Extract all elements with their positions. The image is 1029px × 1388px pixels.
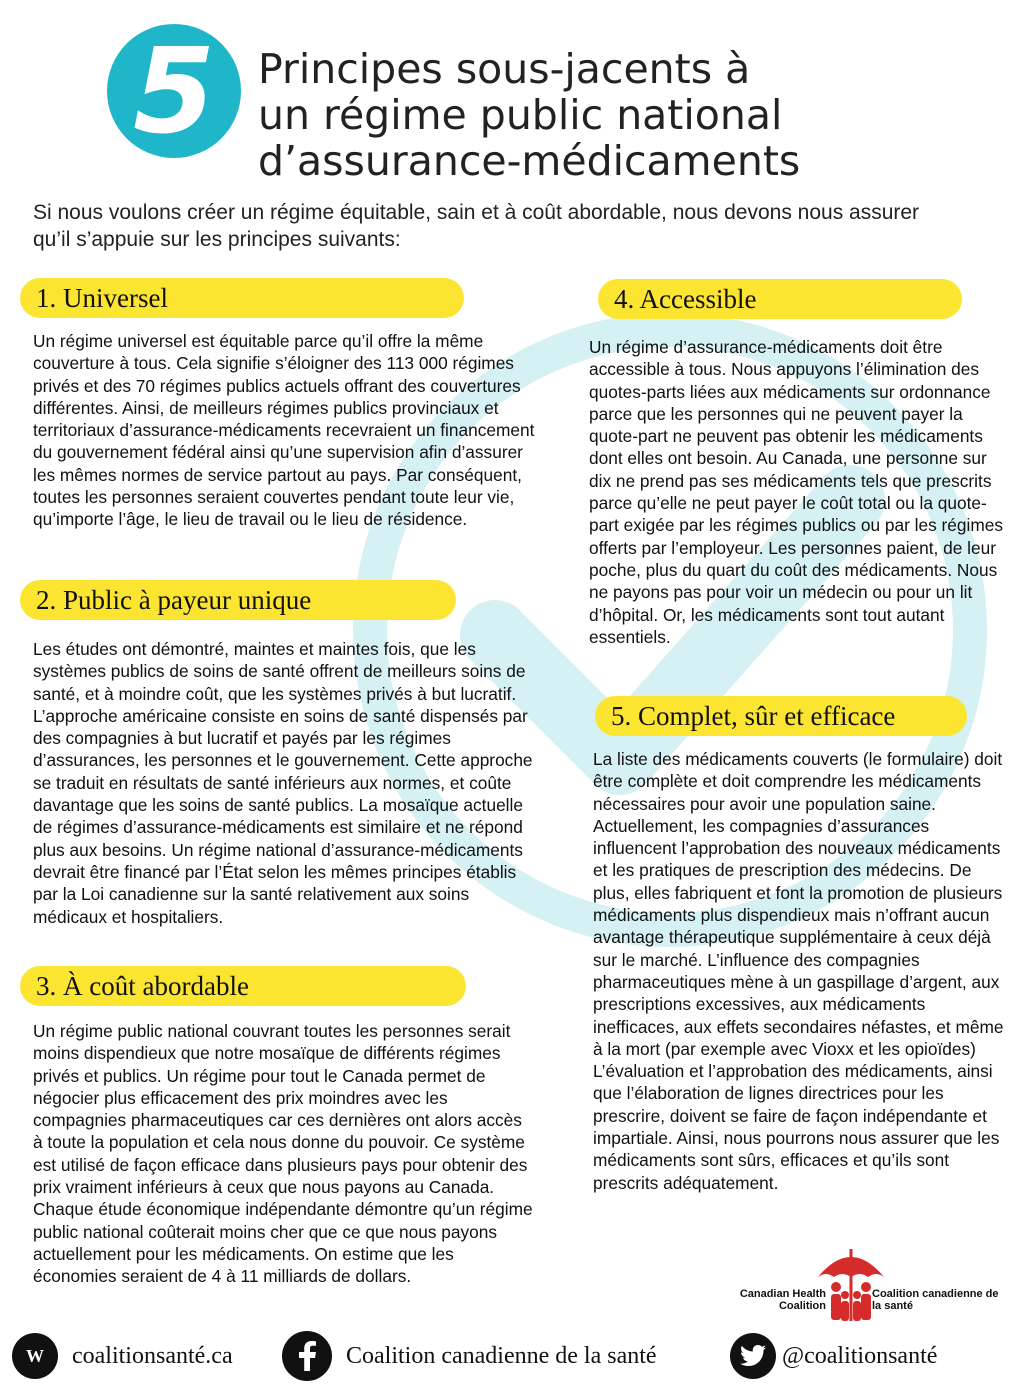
principle-5-text: La liste des médicaments couverts (le formulaire) doit être complète et doit comprendre les médicaments nécessaires pour avoir une population saine. Actuellement, les compagnies d’assurances influencent l’approbation des nouveaux médicaments et les pratiques de prescription des médecins. De plus, elles fabriquent et font la promotion de plusieurs médicaments plus dispendieux mais n’offrant aucun avantage thérapeutique supplémentaire à ceux déjà sur le marché. L’influence des compagnies pharmaceutiques mène à un gaspillage d’argent, aux prescriptions excessives, aux médicaments inefficaces, aux effets secondaires néfastes, et même à la mort (par exemple avec Vioxx et les opioïdes) L’évaluation et l’approbation des médicaments, ainsi que l’élaboration de lignes directrices pour les prescrire, doivent se faire de façon indépendante et impartiale. Ainsi, nous pourrons nous assurer que les médicaments sont sûrs, efficaces et qu’ils sont prescrits adéquatement.: [593, 749, 1004, 1193]
principle-3-text: Un régime public national couvrant toutes les personnes serait moins dispendieux que notre mosaïque de différents régimes privés et publics. Un régime pour tout le Canada permet de négocier plus efficacement des prix moindres avec les compagnies pharmaceutiques car ces dernières ont alors accès à toute la population et cela nous donne du pouvoir. Ce système est utilisé de façon efficace dans plusieurs pays pour obtenir des prix vraiment inférieurs à ceux que nous payons au Canada. Chaque étude économique indépendante démontre qu’un régime public national coûterait moins cher que ce que nous payons actuellement pour les médicaments. On estime que les économies seraient de 4 à 11 milliards de dollars.: [33, 1021, 533, 1287]
principle-2-text: Les études ont démontré, maintes et maintes fois, que les systèmes publics de soins de santé offrent de meilleurs soins de santé, et à moindre coût, que les systèmes privés à but lucratif. L’approche américaine consiste en soins de santé dispensés par des compagnies à but lucratif et payés par les régimes d’assurances, les personnes et le gouvernement. Cette approche se traduit en résultats de santé inférieurs aux normes, et coûte davantage que les soins de santé publics. La mosaïque actuelle de régimes d’assurance-médicaments est similaire et ne répond plus aux besoins. Un régime national d’assurance-médicaments devrait être financé par l’État selon les mêmes principes établis par la Loi canadienne sur la santé relativement aux soins médicaux et hospitaliers.: [33, 639, 533, 927]
logo-name-fr: Coalition canadienne de la santé: [872, 1288, 999, 1312]
principle-4-text: Un régime d’assurance-médicaments doit être accessible à tous. Nous appuyons l’élimination des quotes-parts liées aux médicaments sur ordonnance parce que les personnes qui ne peuvent payer la quote-part ne peuvent pas obtenir les médicaments dont elles ont besoin. Au Canada, une personne sur dix ne prend pas ses médicaments tels que prescrits parce qu’elle ne peut payer le coût total ou la quote-part exigée par les régimes publics ou par les régimes offerts par l’employeur. Les personnes paient, de leur poche, plus du quart du coût des médicaments. Nous ne payons pas pour voir un médecin ou pour un lit d’hôpital. Or, les médicaments sont tout autant essentiels.: [589, 337, 1003, 647]
facebook-link[interactable]: [282, 1331, 657, 1381]
principle-1-heading: 1. Universel: [20, 278, 464, 318]
website-text: coalitionsanté.ca: [72, 1342, 233, 1369]
title-line: Principes sous-jacents à: [258, 45, 751, 93]
principle-4-heading: 4. Accessible: [598, 279, 962, 319]
twitter-text: @coalitionsanté: [782, 1342, 938, 1369]
chc-logo: [730, 1243, 1000, 1331]
principle-5-heading: 5. Complet, sûr et efficace: [595, 696, 967, 736]
twitter-icon: [730, 1333, 776, 1379]
facebook-text: Coalition canadienne de la santé: [346, 1342, 657, 1369]
umbrella-logo-icon: [812, 1243, 890, 1327]
principle-3-heading: 3. À coût abordable: [20, 966, 466, 1006]
page-title: [258, 46, 958, 184]
twitter-link[interactable]: [730, 1333, 937, 1379]
principle-1-text: Un régime universel est équitable parce qu’il offre la même couverture à tous. Cela signifie s’éloigner des 113 000 régimes privés et des 70 régimes publics actuels offrant des couvertures différentes. Ainsi, de meilleurs régimes publics provinciaux et territoriaux d’assurance-médicaments recevraient un financement du gouvernement fédéral ainsi qu’une supervision afin d’assurer les mêmes normes de service partout au pays. Par conséquent, toutes les personnes seraient couvertes pendant toute leur vie, qu’importe l’âge, le lieu de travail ou le lieu de résidence.: [33, 331, 535, 530]
logo-name-en: Canadian Health Coalition: [739, 1288, 826, 1312]
facebook-icon: [282, 1331, 332, 1381]
intro-text: Si nous voulons créer un régime équitable, sain et à coût abordable, nous devons nous assurer qu’il s’appuie sur les principes suivants:: [33, 201, 920, 251]
title-line: un régime public national: [258, 91, 783, 139]
website-icon: W: [12, 1333, 58, 1379]
title-line: d’assurance-médicaments: [258, 137, 801, 185]
website-link[interactable]: [12, 1333, 233, 1379]
number-badge: 5: [107, 24, 241, 158]
principle-2-heading: 2. Public à payeur unique: [20, 580, 456, 620]
